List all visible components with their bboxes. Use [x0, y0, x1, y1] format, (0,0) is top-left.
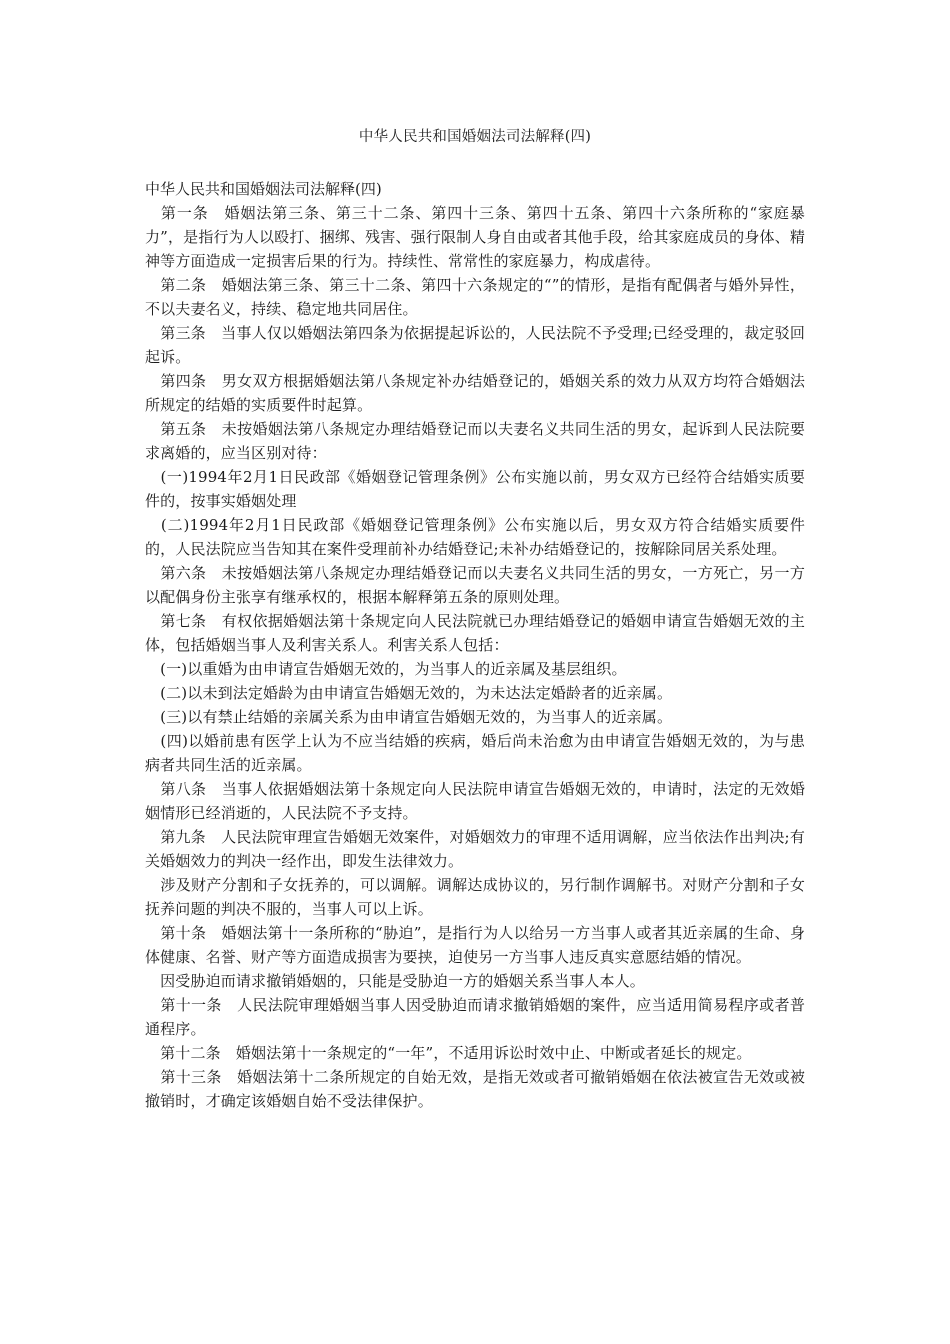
paragraph: 第十条 婚姻法第十一条所称的“胁迫”，是指行为人以给另一方当事人或者其近亲属的生命、身体健康、名誉、财产等方面造成损害为要挟，迫使另一方当事人违反真实意愿结婚的情况。	[145, 924, 805, 966]
paragraph: 第六条 未按婚姻法第八条规定办理结婚登记而以夫妻名义共同生活的男女，一方死亡，另一方以配偶身份主张享有继承权的，根据本解释第五条的原则处理。	[145, 564, 805, 606]
paragraph: 因受胁迫而请求撤销婚姻的，只能是受胁迫一方的婚姻关系当事人本人。	[145, 972, 645, 990]
paragraph: 第九条 人民法院审理宣告婚姻无效案件，对婚姻效力的审理不适用调解，应当依法作出判决;有关婚姻效力的判决一经作出，即发生法律效力。	[145, 828, 805, 870]
paragraph: (一)以重婚为由申请宣告婚姻无效的，为当事人的近亲属及基层组织。	[145, 660, 627, 678]
paragraph: 第三条 当事人仅以婚姻法第四条为依据提起诉讼的，人民法院不予受理;已经受理的，裁定驳回起诉。	[145, 324, 805, 366]
paragraph: 第七条 有权依据婚姻法第十条规定向人民法院就已办理结婚登记的婚姻申请宣告婚姻无效的主体，包括婚姻当事人及利害关系人。利害关系人包括：	[145, 612, 805, 654]
paragraph: (二)1994年2月1日民政部《婚姻登记管理条例》公布实施以后，男女双方符合结婚实质要件的，人民法院应当告知其在案件受理前补办结婚登记;未补办结婚登记的，按解除同居关系处理。	[145, 516, 805, 558]
paragraph: (四)以婚前患有医学上认为不应当结婚的疾病，婚后尚未治愈为由申请宣告婚姻无效的，为与患病者共同生活的近亲属。	[145, 732, 805, 774]
paragraph: (一)1994年2月1日民政部《婚姻登记管理条例》公布实施以前，男女双方已经符合结婚实质要件的，按事实婚姻处理	[145, 468, 805, 510]
document-subtitle: 中华人民共和国婚姻法司法解释(四)	[145, 180, 382, 198]
paragraph: 第五条 未按婚姻法第八条规定办理结婚登记而以夫妻名义共同生活的男女，起诉到人民法院要求离婚的，应当区别对待：	[145, 420, 805, 462]
document-body	[145, 177, 805, 1113]
paragraph: (三)以有禁止结婚的亲属关系为由申请宣告婚姻无效的，为当事人的近亲属。	[145, 708, 673, 726]
document-title: 中华人民共和国婚姻法司法解释(四)	[358, 129, 592, 145]
paragraph: 第一条 婚姻法第三条、第三十二条、第四十三条、第四十五条、第四十六条所称的“家庭暴力”，是指行为人以殴打、捆绑、残害、强行限制人身自由或者其他手段，给其家庭成员的身体、精神等方面造成一定损害后果的行为。持续性、常常性的家庭暴力，构成虐待。	[145, 204, 805, 270]
paragraph: 涉及财产分割和子女抚养的，可以调解。调解达成协议的，另行制作调解书。对财产分割和子女抚养问题的判决不服的，当事人可以上诉。	[145, 876, 805, 918]
paragraph: 第四条 男女双方根据婚姻法第八条规定补办结婚登记的，婚姻关系的效力从双方均符合婚姻法所规定的结婚的实质要件时起算。	[145, 372, 805, 414]
paragraph: 第十三条 婚姻法第十二条所规定的自始无效，是指无效或者可撤销婚姻在依法被宣告无效或被撤销时，才确定该婚姻自始不受法律保护。	[145, 1068, 805, 1110]
paragraph: 第十二条 婚姻法第十一条规定的“一年”，不适用诉讼时效中止、中断或者延长的规定。	[145, 1044, 752, 1062]
paragraph: 第二条 婚姻法第三条、第三十二条、第四十六条规定的“”的情形，是指有配偶者与婚外异性，不以夫妻名义，持续、稳定地共同居住。	[145, 276, 805, 318]
paragraph: 第十一条 人民法院审理婚姻当事人因受胁迫而请求撤销婚姻的案件，应当适用简易程序或者普通程序。	[145, 996, 805, 1038]
paragraph: (二)以未到法定婚龄为由申请宣告婚姻无效的，为未达法定婚龄者的近亲属。	[145, 684, 673, 702]
paragraph: 第八条 当事人依据婚姻法第十条规定向人民法院申请宣告婚姻无效的，申请时，法定的无效婚姻情形已经消逝的，人民法院不予支持。	[145, 780, 805, 822]
